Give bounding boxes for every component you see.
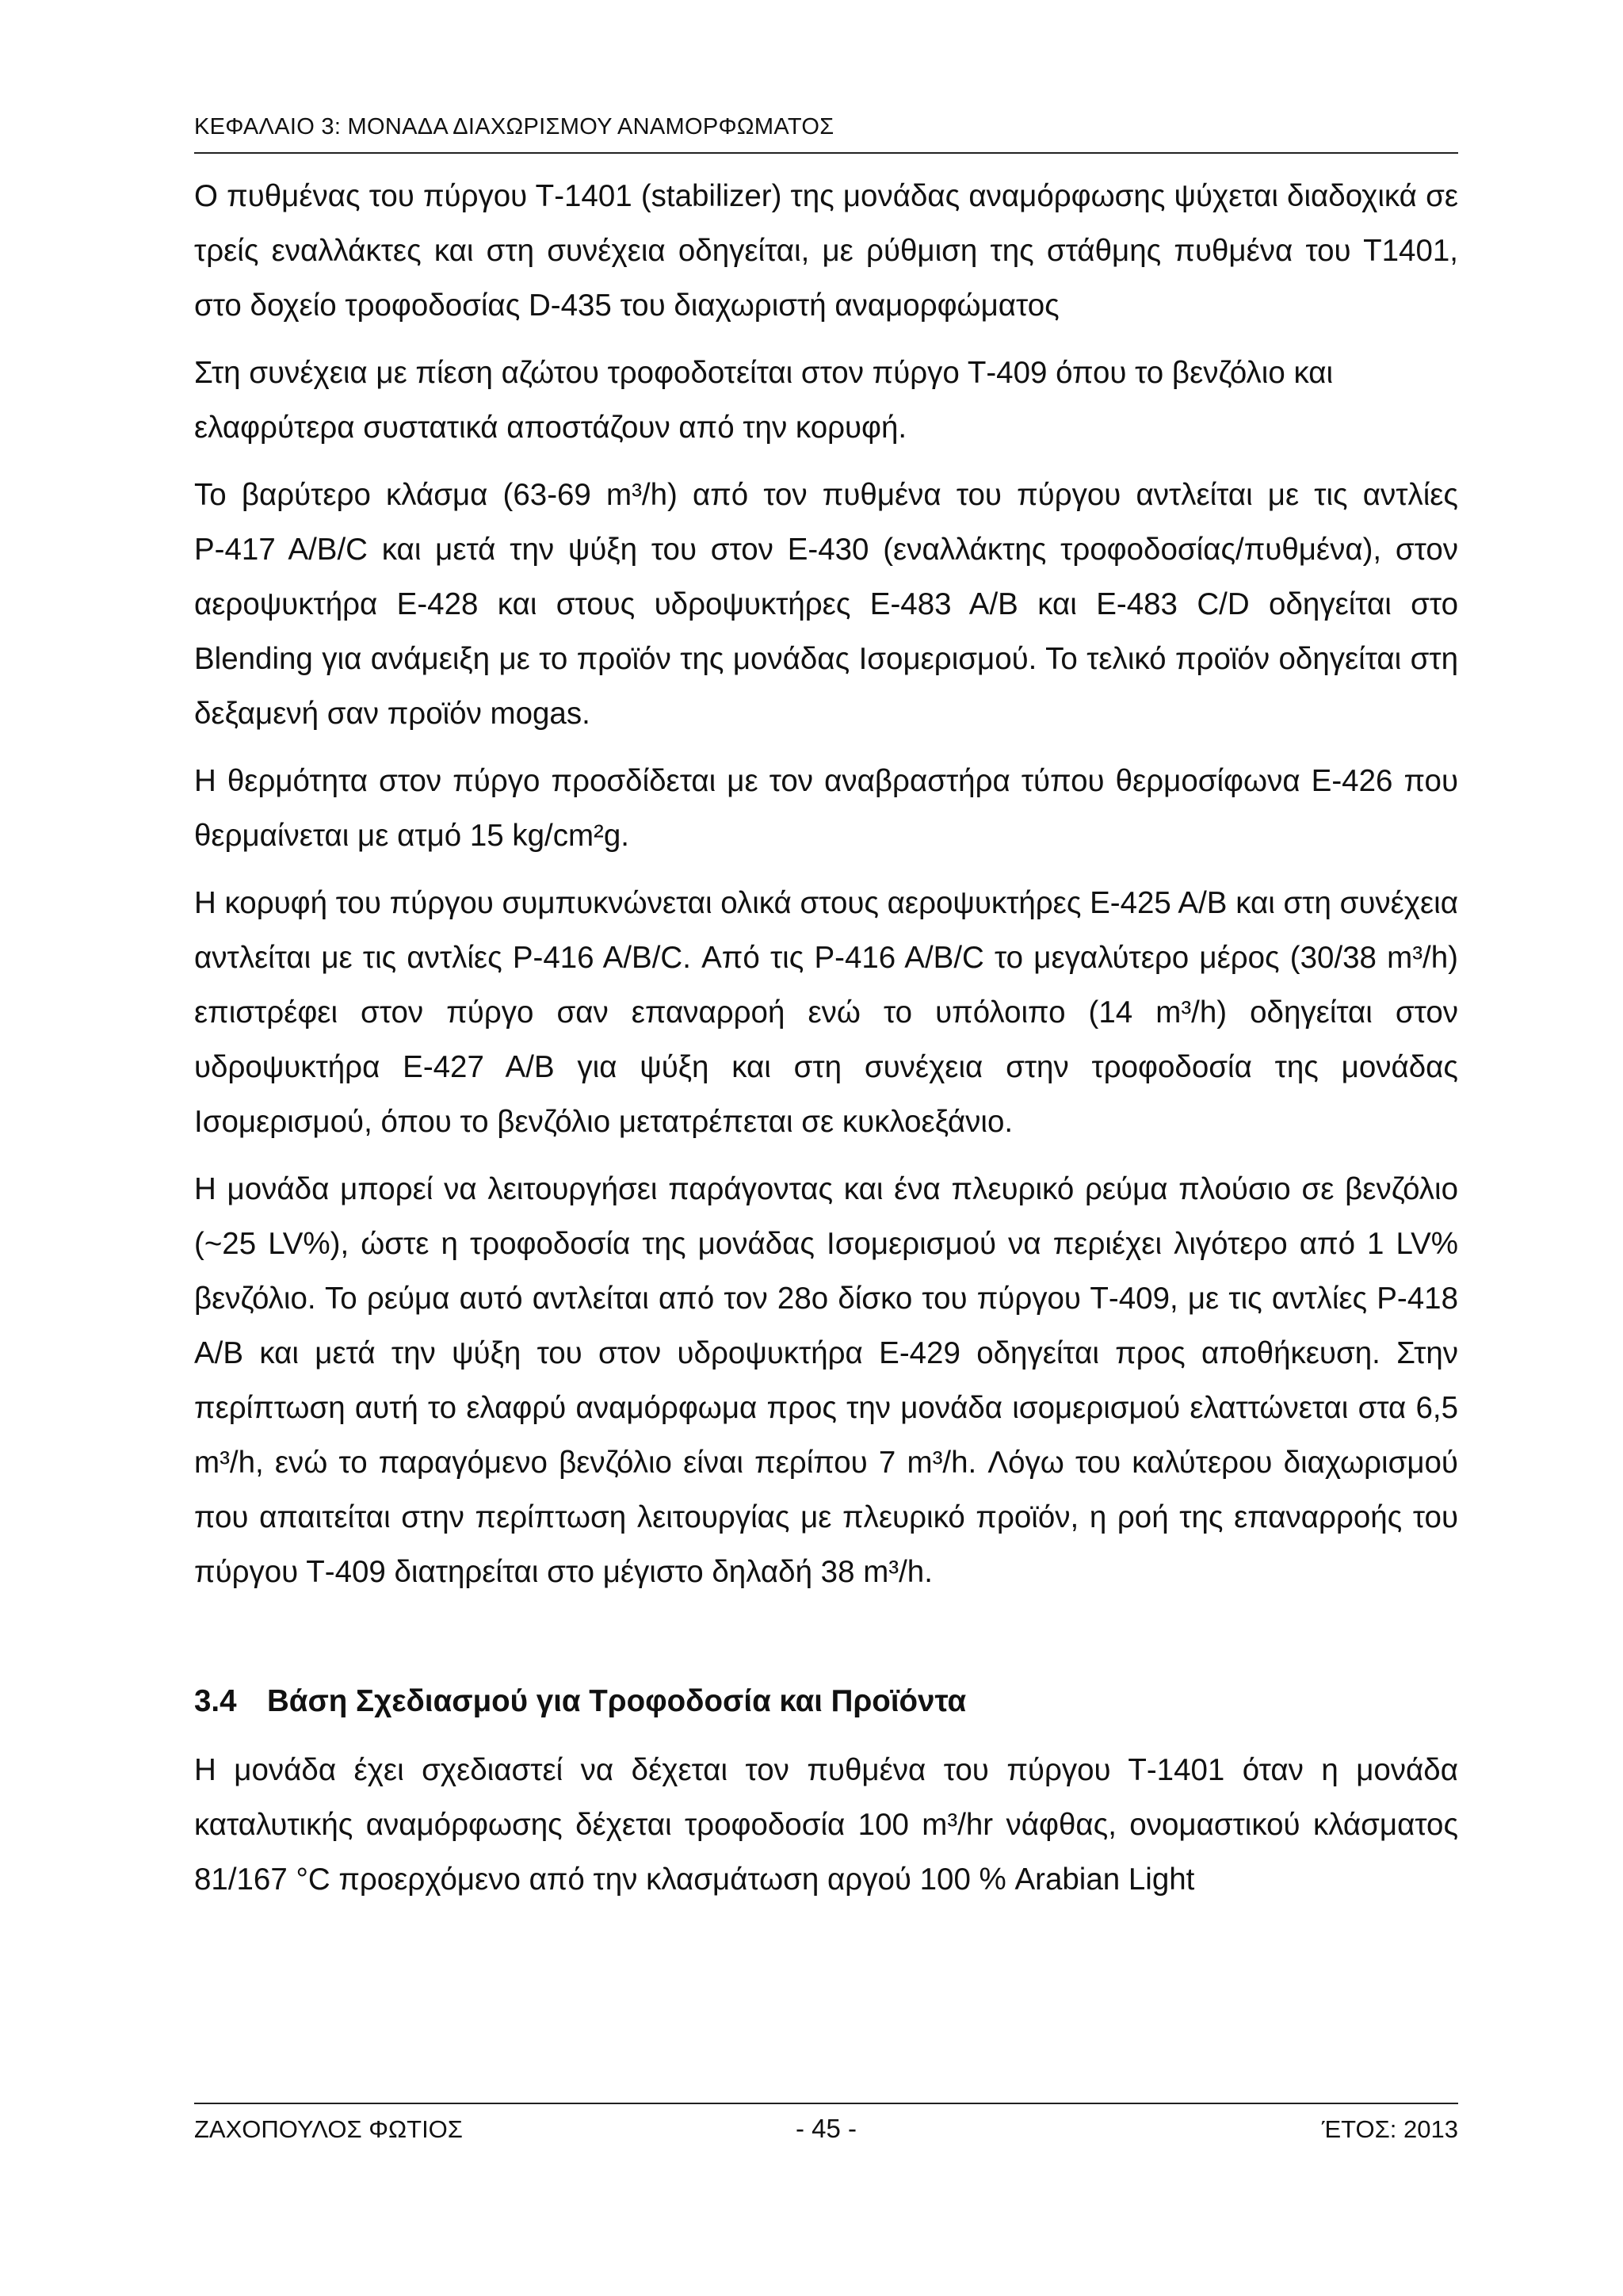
- paragraph-overhead: Η κορυφή του πύργου συμπυκνώνεται ολικά στους αεροψυκτήρες Ε-425 Α/Β και στη συνέχεια αντλείται με τις αντλίες Ρ-416 Α/Β/C. Από τις Ρ-416 Α/Β/C το μεγαλύτερο μέρος (30/38 m³/h) επιστρέφει στον πύργο σαν επαναρροή ενώ το υπόλοιπο (14 m³/h) οδηγείται στον υδροψυκτήρα Ε-427 Α/Β για ψύξη και στη συνέχεια στην τροφοδοσία της μονάδας Ισομερισμού, όπου το βενζόλιο μετατρέπεται σε κυκλοεξάνιο.: [194, 886, 1458, 1139]
- page-body: [194, 169, 1458, 1920]
- footer-author: ΖΑΧΟΠΟΥΛΟΣ ΦΩΤΙΟΣ: [194, 2115, 463, 2143]
- paragraph-stabilizer-bottoms: Ο πυθμένας του πύργου Τ-1401 (stabilizer) της μονάδας αναμόρφωσης ψύχεται διαδοχικά σε τρείς εναλλάκτες και στη συνέχεια οδηγείται, με ρύθμιση της στάθμης πυθμένα του Τ1401, στο δοχείο τροφοδοσίας D-435 του διαχωριστή αναμορφώματος: [194, 179, 1458, 323]
- chapter-title: ΚΕΦΑΛΑΙΟ 3: ΜΟΝΑΔΑ ΔΙΑΧΩΡΙΣΜΟΥ ΑΝΑΜΟΡΦΩΜΑΤΟΣ: [194, 114, 834, 139]
- paragraph-heavy-fraction: Το βαρύτερο κλάσμα (63-69 m³/h) από τον πυθμένα του πύργου αντλείται με τις αντλίες Ρ-417 Α/Β/C και μετά την ψύξη του στον Ε-430 (εναλλάκτης τροφοδοσίας/πυθμένα), στον αεροψυκτήρα Ε-428 και στους υδροψυκτήρες Ε-483 Α/Β και Ε-483 C/D οδηγείται στο Blending για ανάμειξη με το προϊόν της μονάδας Ισομερισμού. Το τελικό προϊόν οδηγείται στη δεξαμενή σαν προϊόν mogas.: [194, 478, 1458, 731]
- section-number: 3.4: [194, 1684, 237, 1718]
- section-heading: [194, 1674, 1458, 1729]
- page-number: - 45 -: [795, 2114, 857, 2143]
- paragraph-design-basis: Η μονάδα έχει σχεδιαστεί να δέχεται τον πυθμένα του πύργου Τ-1401 όταν η μονάδα καταλυτικής αναμόρφωσης δέχεται τροφοδοσία 100 m³/hr νάφθας, ονομαστικού κλάσματος 81/167 °C προερχόμενο από την κλασμάτωση αργού 100 % Arabian Light: [194, 1753, 1458, 1897]
- paragraph-nitrogen-feed: Στη συνέχεια με πίεση αζώτου τροφοδοτείται στον πύργο Τ-409 όπου το βενζόλιο και ελαφρύτερα συστατικά αποστάζουν από την κορυφή.: [194, 356, 1334, 445]
- footer-year: ΈΤΟΣ: 2013: [1321, 2115, 1458, 2143]
- page-header: [194, 111, 1458, 154]
- paragraph-side-stream: Η μονάδα μπορεί να λειτουργήσει παράγοντας και ένα πλευρικό ρεύμα πλούσιο σε βενζόλιο (~25 LV%), ώστε η τροφοδοσία της μονάδας Ισομερισμού να περιέχει λιγότερο από 1 LV% βενζόλιο. Το ρεύμα αυτό αντλείται από τον 28ο δίσκο του πύργου Τ-409, με τις αντλίες Ρ-418 Α/Β και μετά την ψύξη του στον υδροψυκτήρα Ε-429 οδηγείται προς αποθήκευση. Στην περίπτωση αυτή το ελαφρύ αναμόρφωμα προς την μονάδα ισομερισμού ελαττώνεται στα 6,5 m³/h, ενώ το παραγόμενο βενζόλιο είναι περίπου 7 m³/h. Λόγω του καλύτερου διαχωρισμού που απαιτείται στην περίπτωση λειτουργίας με πλευρικό προϊόν, η ροή της επαναρροής του πύργου Τ-409 διατηρείται στο μέγιστο δηλαδή 38 m³/h.: [194, 1172, 1458, 1589]
- section-title: Βάση Σχεδιασμού για Τροφοδοσία και Προϊόντα: [267, 1684, 967, 1718]
- section-spacer: [194, 1612, 1458, 1674]
- paragraph-reboiler: Η θερμότητα στον πύργο προσδίδεται με τον αναβραστήρα τύπου θερμοσίφωνα Ε-426 που θερμαίνεται με ατμό 15 kg/cm²g.: [194, 764, 1458, 853]
- page-footer: [194, 2103, 1458, 2152]
